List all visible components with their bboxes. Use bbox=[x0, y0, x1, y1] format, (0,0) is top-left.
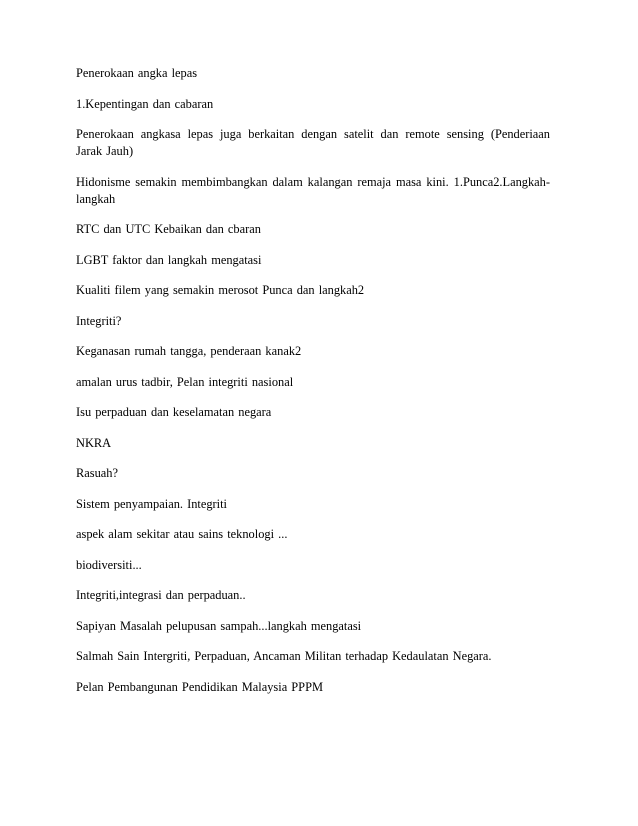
doc-line-title: Penerokaan angka lepas bbox=[76, 66, 198, 80]
doc-line-biodiversiti: biodiversiti... bbox=[76, 557, 142, 572]
doc-line-keganasan: Keganasan rumah tangga, penderaan kanak2 bbox=[76, 344, 302, 358]
doc-line-sapiyan: Sapiyan Masalah pelupusan sampah...langkah mengatasi bbox=[76, 618, 362, 633]
doc-line-pppm: Pelan Pembangunan Pendidikan Malaysia PPPM bbox=[76, 679, 323, 694]
doc-line-kepentingan: 1.Kepentingan dan cabaran bbox=[76, 96, 214, 111]
doc-line-integrasi-perpaduan: Integriti,integrasi dan perpaduan.. bbox=[76, 588, 246, 602]
doc-line-penerokaan-angkasa: Penerokaan angkasa lepas juga berkaitan dengan satelit dan remote sensing (Penderiaan Jarak Jauh) bbox=[76, 127, 550, 158]
doc-line-integriti: Integriti? bbox=[76, 313, 122, 328]
doc-line-rasuah: Rasuah? bbox=[76, 466, 118, 480]
doc-line-kualiti-filem: Kualiti filem yang semakin merosot Punca dan langkah2 bbox=[76, 283, 365, 297]
doc-line-sistem-penyampaian: Sistem penyampaian. Integriti bbox=[76, 496, 227, 511]
document-body bbox=[76, 65, 550, 709]
doc-line-lgbt: LGBT faktor dan langkah mengatasi bbox=[76, 252, 262, 267]
doc-line-amalan-urus-tadbir: amalan urus tadbir, Pelan integriti nasional bbox=[76, 374, 294, 389]
doc-line-hidonisme: Hidonisme semakin membimbangkan dalam kalangan remaja masa kini. 1.Punca2.Langkah-langkah bbox=[76, 174, 550, 206]
doc-line-salmah: Salmah Sain Intergriti, Perpaduan, Ancaman Militan terhadap Kedaulatan Negara. bbox=[76, 649, 492, 663]
doc-line-nkra: NKRA bbox=[76, 435, 112, 450]
doc-line-isu-perpaduan: Isu perpaduan dan keselamatan negara bbox=[76, 405, 272, 419]
doc-line-rtc-utc: RTC dan UTC Kebaikan dan cbaran bbox=[76, 222, 261, 236]
doc-line-aspek-alam-sekitar: aspek alam sekitar atau sains teknologi ... bbox=[76, 527, 288, 541]
